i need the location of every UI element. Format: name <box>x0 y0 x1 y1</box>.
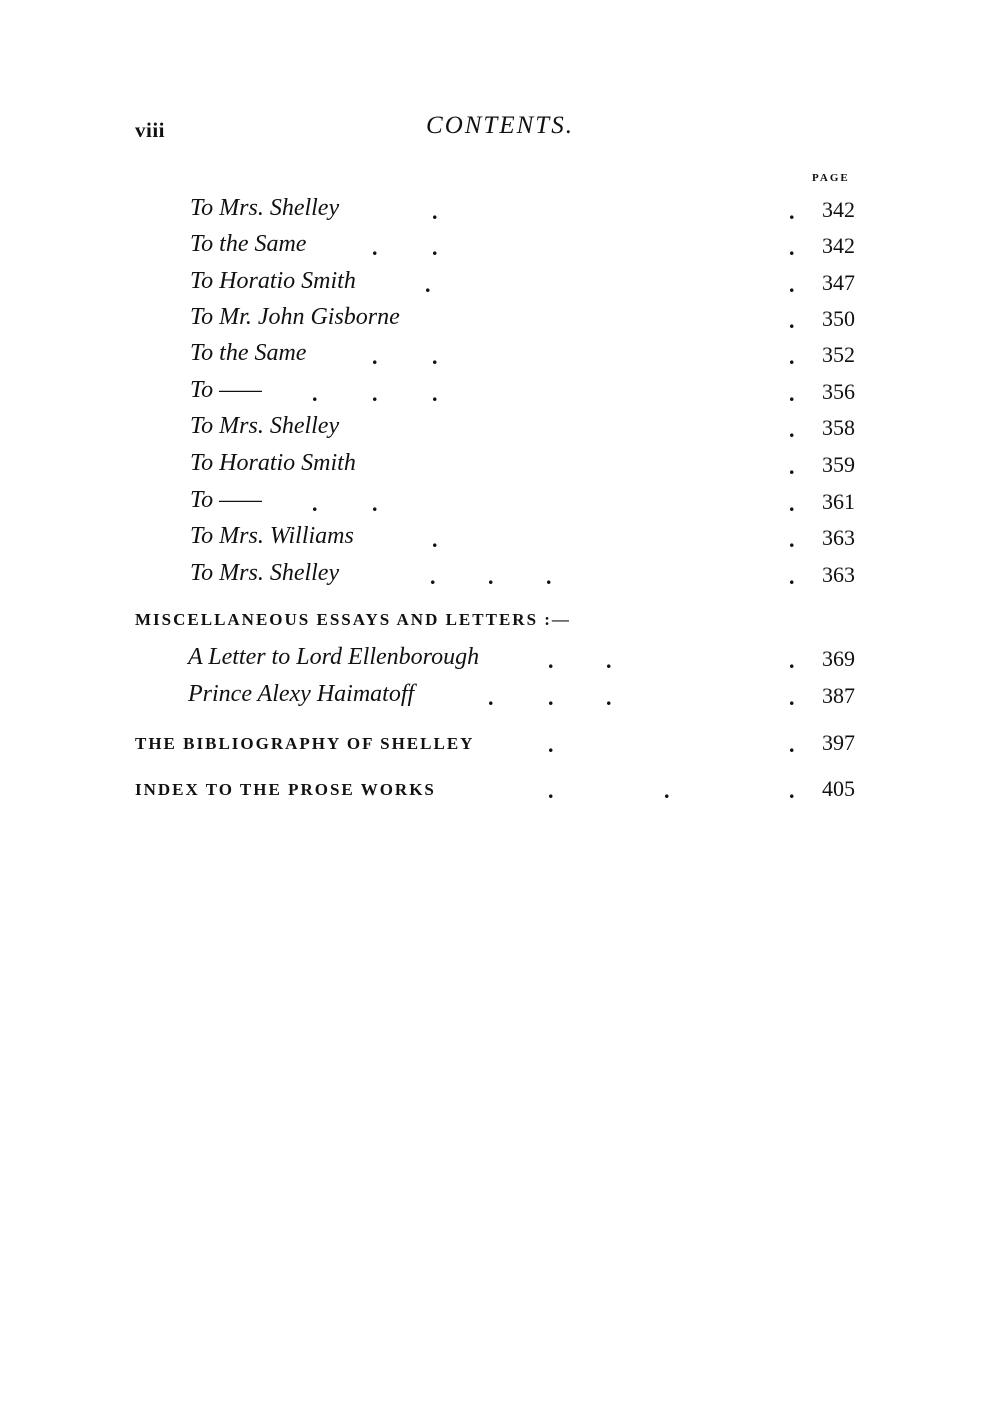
toc-entry <box>0 268 1000 302</box>
entry-title: To Mrs. Williams <box>190 523 354 549</box>
entry-title: To Mr. John Gisborne <box>190 304 400 330</box>
leader-dots: . <box>789 564 795 589</box>
toc-entry <box>0 340 1000 374</box>
toc-entry <box>0 644 1000 678</box>
entry-page: 347 <box>822 270 855 295</box>
entry-title: To Horatio Smith <box>190 450 356 476</box>
leader-dots: . <box>546 564 552 589</box>
leader-dots: . <box>789 648 795 673</box>
entry-page: 342 <box>822 197 855 222</box>
leader-dots: . <box>548 778 554 803</box>
entry-page: 369 <box>822 646 855 671</box>
entry-title: Prince Alexy Haimatoff <box>188 681 415 707</box>
leader-dots: . <box>789 235 795 260</box>
toc-entry <box>0 450 1000 484</box>
toc-entry <box>0 377 1000 411</box>
entry-page: 397 <box>822 730 855 755</box>
page-title: CONTENTS. <box>426 112 574 139</box>
leader-dots: . <box>789 491 795 516</box>
entry-page: 356 <box>822 379 855 404</box>
toc-entry <box>0 681 1000 715</box>
entry-title: THE BIBLIOGRAPHY OF SHELLEY <box>135 734 475 753</box>
entry-page: 350 <box>822 306 855 331</box>
leader-dots: . <box>789 344 795 369</box>
leader-dots: . <box>432 344 438 369</box>
leader-dots: . <box>372 344 378 369</box>
entry-title: To Horatio Smith <box>190 268 356 294</box>
entry-page: 387 <box>822 683 855 708</box>
entry-page: 363 <box>822 562 855 587</box>
leader-dots: . <box>548 732 554 757</box>
entry-page: 342 <box>822 233 855 258</box>
leader-dots: . <box>789 417 795 442</box>
leader-dots: . <box>548 685 554 710</box>
entry-page: 405 <box>822 776 855 801</box>
leader-dots: . <box>606 648 612 673</box>
leader-dots: . <box>789 308 795 333</box>
entry-title: To Mrs. Shelley <box>190 195 340 221</box>
entry-title: To —— <box>190 377 262 403</box>
leader-dots: . <box>430 564 436 589</box>
entry-title: To —— <box>190 487 262 513</box>
leader-dots: . <box>664 778 670 803</box>
leader-dots: . <box>789 199 795 224</box>
leader-dots: . <box>312 381 318 406</box>
toc-entry <box>0 304 1000 338</box>
entry-title: To Mrs. Shelley <box>190 560 340 586</box>
entry-page: 359 <box>822 452 855 477</box>
entry-title: To Mrs. Shelley <box>190 413 340 439</box>
entry-page: 358 <box>822 415 855 440</box>
leader-dots: . <box>789 685 795 710</box>
leader-dots: . <box>432 527 438 552</box>
leader-dots: . <box>488 564 494 589</box>
toc-entry <box>0 728 1000 762</box>
leader-dots: . <box>432 235 438 260</box>
toc-entry <box>0 487 1000 521</box>
entry-title: To the Same <box>190 340 307 366</box>
toc-entry <box>0 560 1000 594</box>
entry-title: INDEX TO THE PROSE WORKS <box>135 780 436 799</box>
entry-title: To the Same <box>190 231 307 257</box>
leader-dots: . <box>789 732 795 757</box>
leader-dots: . <box>372 235 378 260</box>
leader-dots: . <box>372 491 378 516</box>
page-number: viii <box>135 118 166 142</box>
leader-dots: . <box>606 685 612 710</box>
leader-dots: . <box>432 381 438 406</box>
leader-dots: . <box>372 381 378 406</box>
page-column-label: PAGE <box>812 172 850 184</box>
toc-entry <box>0 774 1000 808</box>
leader-dots: . <box>432 199 438 224</box>
toc-entry <box>0 231 1000 265</box>
toc-entry <box>0 523 1000 557</box>
entry-page: 363 <box>822 525 855 550</box>
leader-dots: . <box>789 381 795 406</box>
entry-page: 352 <box>822 342 855 367</box>
leader-dots: . <box>312 491 318 516</box>
leader-dots: . <box>789 454 795 479</box>
entry-page: 361 <box>822 489 855 514</box>
toc-entry <box>0 195 1000 229</box>
leader-dots: . <box>425 272 431 297</box>
leader-dots: . <box>548 648 554 673</box>
entry-title: A Letter to Lord Ellenborough <box>188 644 480 670</box>
section-heading-miscellaneous: MISCELLANEOUS ESSAYS AND LETTERS :— <box>135 610 571 629</box>
leader-dots: . <box>488 685 494 710</box>
leader-dots: . <box>789 527 795 552</box>
leader-dots: . <box>789 272 795 297</box>
toc-entry <box>0 413 1000 447</box>
leader-dots: . <box>789 778 795 803</box>
